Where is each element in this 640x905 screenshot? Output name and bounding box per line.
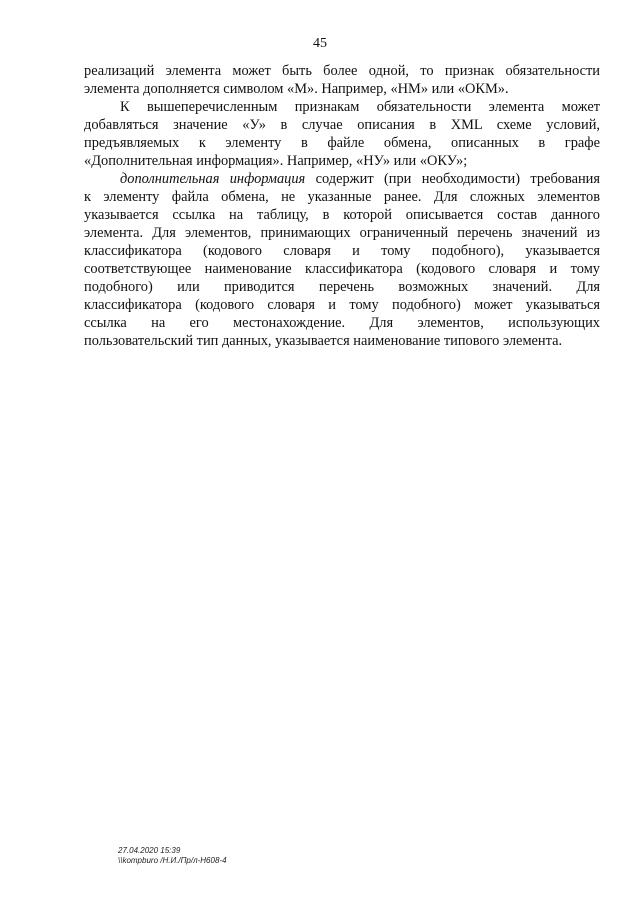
text-line (120, 170, 600, 188)
text-line: элемента. Для элементов, принимающих ограниченный перечень значений из (84, 225, 600, 241)
text-line: указывается ссылка на таблицу, в которой описывается состав данного (84, 207, 600, 223)
text-line: пользовательский тип данных, указывается наименование типового элемента. (84, 333, 563, 349)
footer-signature: \\kompburo /Н.И./Пр/л-Н608-4 (118, 856, 227, 865)
text-line: К вышеперечисленным признакам обязательности элемента может (120, 99, 600, 115)
text-line: добавляться значение «У» в случае описания в XML схеме условий, (84, 117, 600, 133)
text-line: классификатора (кодового словаря и тому подобного), указывается (84, 243, 600, 259)
text-line: классификатора (кодового словаря и тому подобного) может указываться (84, 297, 600, 313)
text-line: соответствующее наименование классификатора (кодового словаря и тому (84, 261, 600, 277)
text-line: предъявляемых к элементу в файле обмена, описанных в графе (84, 135, 600, 151)
text-line: реализаций элемента может быть более одной, то признак обязательности (84, 63, 600, 79)
italic-term: дополнительная информация (120, 171, 306, 187)
text-line: ссылка на его местонахождение. Для элементов, использующих (84, 315, 600, 331)
page-number: 45 (313, 36, 327, 51)
text-line: к элементу файла обмена, не указанные ранее. Для сложных элементов (84, 189, 600, 205)
footer-timestamp: 27.04.2020 15:39 (118, 846, 181, 855)
text-line-rest: содержит (при необходимости) требования (315, 171, 600, 187)
text-line: подобного) или приводится перечень возможных значений. Для (84, 279, 600, 295)
text-line: «Дополнительная информация». Например, «НУ» или «ОКУ»; (84, 153, 468, 169)
text-line: элемента дополняется символом «М». Например, «НМ» или «ОКМ». (84, 81, 509, 97)
